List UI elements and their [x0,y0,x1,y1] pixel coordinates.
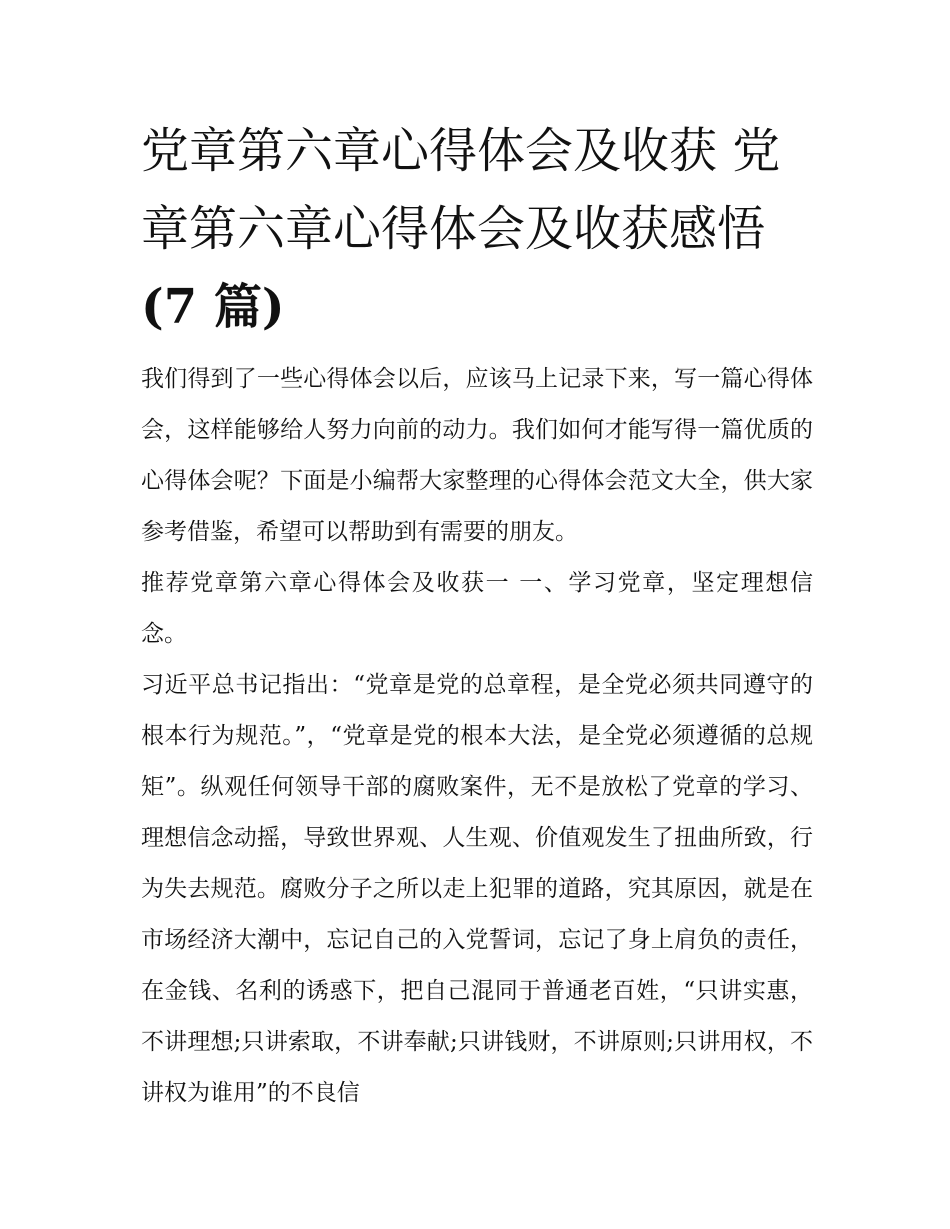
title-count: (7 篇) [141,279,285,335]
document-body [141,112,813,1119]
document-title [141,112,813,346]
paragraph-recommend-heading: 推荐党章第六章心得体会及收获一 一、学习党章，坚定理想信念。 [141,570,813,647]
paragraph-intro: 我们得到了一些心得体会以后，应该马上记录下来，写一篇心得体会，这样能够给人努力向前的动力。我们如何才能写得一篇优质的心得体会呢？下面是小编帮大家整理的心得体会范文大全，供大家参考借鉴，希望可以帮助到有需要的朋友。 [141,366,813,545]
title-text: 党章第六章心得体会及收获 党章第六章心得体会及收获感悟 [141,123,781,257]
paragraph-body: 习近平总书记指出：“党章是党的总章程，是全党必须共同遵守的根本行为规范。”，“党章是党的根本大法，是全党必须遵循的总规矩”。纵观任何领导干部的腐败案件，无不是放松了党章的学习、理想信念动摇，导致世界观、人生观、价值观发生了扭曲所致，行为失去规范。腐败分子之所以走上犯罪的道路，究其原因，就是在市场经济大潮中，忘记自己的入党誓词，忘记了身上肩负的责任，在金钱、名利的诱惑下，把自己混同于普通老百姓，“只讲实惠，不讲理想;只讲索取，不讲奉献;只讲钱财，不讲原则;只讲用权，不讲权为谁用”的不良信 [141,672,813,1106]
